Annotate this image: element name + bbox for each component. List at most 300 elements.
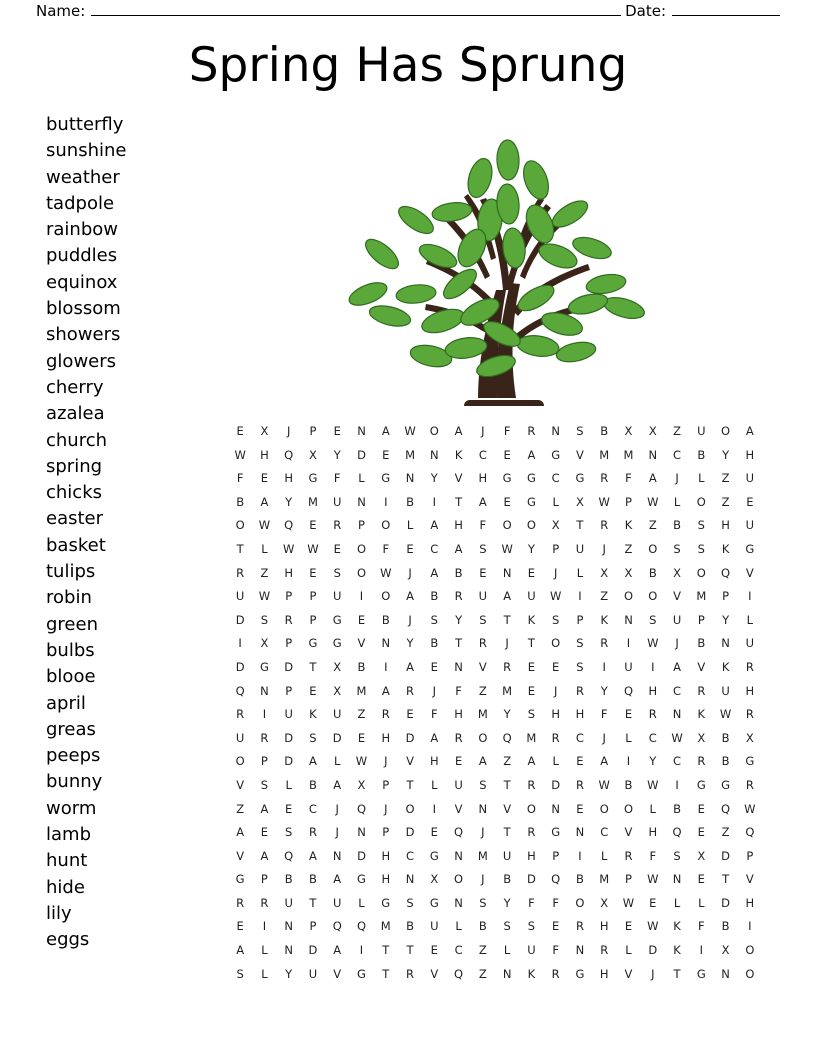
grid-cell: V <box>454 471 463 486</box>
grid-cell: I <box>384 659 388 674</box>
grid-cell: H <box>745 447 755 462</box>
grid-cell: O <box>648 589 658 604</box>
grid-cell: O <box>429 424 439 438</box>
grid-cell: V <box>673 589 681 604</box>
word-list-item: basket <box>46 534 106 556</box>
grid-cell: D <box>235 612 245 627</box>
grid-cell: P <box>309 424 317 438</box>
grid-cell: G <box>332 636 342 651</box>
grid-cell: X <box>648 424 657 438</box>
grid-cell: R <box>745 777 754 792</box>
grid-cell: E <box>527 659 536 674</box>
grid-cell: A <box>333 777 342 792</box>
grid-cell: E <box>309 518 317 533</box>
grid-cell: M <box>477 848 488 863</box>
grid-cell: Z <box>721 471 730 486</box>
grid-cell: S <box>479 541 487 556</box>
date-write-line[interactable] <box>672 5 780 16</box>
grid-cell: S <box>697 541 705 556</box>
grid-cell: U <box>745 518 755 533</box>
grid-cell: H <box>381 730 391 745</box>
grid-cell: W <box>744 801 756 816</box>
grid-cell: F <box>552 895 559 910</box>
grid-cell: J <box>286 424 291 438</box>
grid-cell: E <box>746 494 754 509</box>
grid-cell: V <box>745 872 754 887</box>
grid-cell: V <box>236 848 245 863</box>
grid-cell: G <box>357 872 366 887</box>
grid-cell: U <box>308 966 318 981</box>
grid-cell: H <box>599 919 609 934</box>
grid-cell: U <box>333 589 342 604</box>
grid-cell: R <box>600 943 609 958</box>
page-title: Spring Has Sprung <box>188 38 628 93</box>
grid-cell: M <box>623 447 634 462</box>
grid-cell: X <box>260 636 269 651</box>
grid-cell: E <box>697 801 705 816</box>
grid-cell: Z <box>503 754 512 769</box>
grid-cell: W <box>647 777 659 792</box>
grid-cell: H <box>454 707 463 722</box>
grid-cell: I <box>699 943 704 958</box>
grid-cell: E <box>697 825 705 840</box>
grid-cell: Y <box>333 447 341 462</box>
grid-cell: Z <box>260 565 269 580</box>
word-list-item: puddles <box>46 245 118 267</box>
grid-cell: R <box>575 919 584 934</box>
grid-cell: K <box>721 541 730 556</box>
header <box>36 2 780 20</box>
grid-cell: J <box>432 683 437 698</box>
grid-cell: I <box>578 589 582 604</box>
grid-cell: I <box>748 919 752 934</box>
grid-cell: W <box>501 541 513 556</box>
grid-cell: G <box>308 471 318 486</box>
grid-cell: J <box>481 872 485 887</box>
grid-cell: E <box>309 683 317 698</box>
grid-cell: S <box>406 895 414 910</box>
grid-cell: W <box>598 777 610 792</box>
grid-cell: M <box>477 707 488 722</box>
grid-cell: R <box>527 777 536 792</box>
grid-cell: E <box>527 565 536 580</box>
grid-cell: H <box>745 683 755 698</box>
grid-cell: U <box>721 683 730 698</box>
grid-cell: O <box>405 801 415 816</box>
grid-cell: X <box>697 848 706 863</box>
grid-cell: O <box>745 943 755 958</box>
grid-cell: B <box>721 730 730 745</box>
grid-cell: E <box>285 801 293 816</box>
grid-cell: O <box>526 518 536 533</box>
grid-cell: H <box>527 848 536 863</box>
grid-cell: X <box>673 565 681 580</box>
grid-cell: T <box>406 777 414 792</box>
grid-cell: F <box>552 943 559 958</box>
grid-cell: P <box>358 518 365 533</box>
grid-cell: G <box>526 494 536 509</box>
grid-cell: E <box>697 872 705 887</box>
grid-cell: I <box>432 494 437 509</box>
grid-cell: B <box>454 565 463 580</box>
grid-cell: M <box>502 683 513 698</box>
grid-cell: B <box>721 919 730 934</box>
grid-cell: I <box>432 801 437 816</box>
grid-cell: P <box>722 589 730 604</box>
grid-cell: P <box>285 636 293 651</box>
grid-cell: U <box>430 919 439 934</box>
grid-cell: C <box>454 943 463 958</box>
grid-cell: N <box>260 683 269 698</box>
grid-cell: N <box>454 895 463 910</box>
grid-cell: J <box>553 565 558 580</box>
grid-cell: E <box>357 730 366 745</box>
grid-cell: U <box>624 659 633 674</box>
grid-cell: T <box>673 966 681 981</box>
grid-cell: B <box>697 636 706 651</box>
grid-cell: X <box>624 565 633 580</box>
grid-cell: Q <box>332 919 342 934</box>
grid-cell: S <box>576 424 584 438</box>
grid-cell: R <box>333 518 342 533</box>
grid-cell: L <box>503 943 511 958</box>
grid-cell: S <box>260 612 269 627</box>
grid-cell: Q <box>672 825 682 840</box>
grid-cell: Y <box>722 612 730 627</box>
word-list-item: sunshine <box>46 140 127 162</box>
grid-cell: D <box>332 730 342 745</box>
grid-cell: J <box>553 683 558 698</box>
grid-cell: J <box>675 471 679 486</box>
grid-cell: N <box>672 872 682 887</box>
grid-cell: C <box>406 848 415 863</box>
grid-cell: E <box>479 565 487 580</box>
grid-cell: W <box>647 494 659 509</box>
grid-cell: P <box>309 612 317 627</box>
grid-cell: E <box>552 919 560 934</box>
grid-cell: K <box>673 943 681 958</box>
grid-cell: B <box>406 494 414 509</box>
grid-cell: N <box>454 848 463 863</box>
grid-cell: U <box>333 494 342 509</box>
grid-cell: C <box>673 683 682 698</box>
grid-cell: S <box>576 659 584 674</box>
date-label: Date: <box>625 2 666 20</box>
grid-cell: Z <box>721 494 730 509</box>
grid-cell: V <box>430 966 439 981</box>
grid-cell: Y <box>430 471 438 486</box>
grid-cell: B <box>309 777 317 792</box>
grid-cell: B <box>503 872 512 887</box>
grid-cell: F <box>649 848 657 863</box>
grid-cell: N <box>502 966 512 981</box>
grid-cell: L <box>261 966 268 981</box>
grid-cell: Y <box>503 707 511 722</box>
grid-cell: J <box>481 825 485 840</box>
grid-cell: S <box>479 895 487 910</box>
grid-cell: A <box>309 754 317 769</box>
grid-cell: L <box>334 754 341 769</box>
word-list-item: april <box>46 692 86 714</box>
grid-cell: D <box>284 730 294 745</box>
grid-cell: C <box>673 447 682 462</box>
word-list-item: church <box>46 429 108 451</box>
grid-cell: D <box>405 825 415 840</box>
grid-cell: N <box>284 943 293 958</box>
grid-cell: T <box>576 518 584 533</box>
grid-cell: L <box>625 730 632 745</box>
grid-cell: E <box>309 565 317 580</box>
grid-cell: F <box>698 919 705 934</box>
word-list-item: easter <box>46 508 104 530</box>
grid-cell: X <box>600 895 609 910</box>
grid-cell: E <box>527 683 536 698</box>
grid-cell: H <box>284 565 293 580</box>
grid-cell: R <box>308 825 317 840</box>
grid-cell: S <box>527 919 536 934</box>
grid-cell: H <box>551 707 560 722</box>
grid-cell: R <box>600 471 609 486</box>
grid-cell: G <box>526 471 536 486</box>
grid-cell: A <box>406 659 414 674</box>
word-list-item: chicks <box>46 482 103 504</box>
grid-cell: N <box>381 636 391 651</box>
word-search-word-list <box>46 112 196 954</box>
grid-cell: U <box>284 895 293 910</box>
grid-cell: R <box>260 730 269 745</box>
grid-cell: M <box>599 447 610 462</box>
grid-cell: A <box>745 424 754 438</box>
grid-cell: A <box>430 565 439 580</box>
grid-cell: H <box>721 518 730 533</box>
word-list-item: showers <box>46 324 121 346</box>
grid-cell: S <box>285 825 293 840</box>
grid-cell: R <box>236 565 245 580</box>
grid-cell: E <box>454 754 463 769</box>
grid-cell: B <box>430 636 439 651</box>
grid-cell: G <box>696 966 706 981</box>
grid-cell: B <box>721 754 730 769</box>
grid-cell: B <box>576 872 584 887</box>
grid-cell: Q <box>623 683 634 698</box>
word-list-item: greas <box>46 718 96 740</box>
grid-cell: O <box>235 754 245 769</box>
grid-cell: E <box>236 424 244 438</box>
grid-cell: D <box>284 754 294 769</box>
grid-cell: H <box>454 518 463 533</box>
grid-cell: G <box>721 777 731 792</box>
grid-cell: H <box>575 707 585 722</box>
grid-cell: D <box>648 943 658 958</box>
grid-cell: G <box>551 447 561 462</box>
grid-cell: F <box>600 707 608 722</box>
grid-cell: T <box>503 612 511 627</box>
grid-cell: R <box>454 589 463 604</box>
grid-cell: J <box>481 424 485 438</box>
grid-cell: R <box>260 895 269 910</box>
grid-cell: A <box>478 494 487 509</box>
grid-cell: O <box>478 730 488 745</box>
grid-cell: T <box>455 494 463 509</box>
grid-cell: F <box>528 895 535 910</box>
grid-cell: S <box>430 612 438 627</box>
grid-cell: P <box>382 825 390 840</box>
grid-cell: S <box>260 777 269 792</box>
grid-cell: C <box>478 447 487 462</box>
grid-cell: L <box>455 919 462 934</box>
grid-cell: H <box>429 754 439 769</box>
grid-cell: S <box>527 707 536 722</box>
grid-cell: I <box>578 848 582 863</box>
grid-cell: C <box>575 730 584 745</box>
grid-cell: Q <box>356 919 367 934</box>
grid-cell: A <box>333 872 342 887</box>
grid-cell: Z <box>236 801 245 816</box>
grid-cell: V <box>406 754 414 769</box>
grid-cell: W <box>404 424 416 438</box>
grid-cell: S <box>479 612 487 627</box>
word-list-item: hunt <box>46 850 88 872</box>
grid-cell: Z <box>478 943 487 958</box>
grid-cell: O <box>526 801 536 816</box>
name-write-line[interactable] <box>91 5 621 16</box>
grid-cell: L <box>406 518 414 533</box>
grid-cell: Q <box>284 848 294 863</box>
grid-cell: F <box>431 707 438 722</box>
grid-cell: Q <box>745 825 755 840</box>
grid-cell: W <box>598 494 610 509</box>
grid-cell: N <box>454 659 463 674</box>
grid-cell: W <box>307 541 319 556</box>
grid-cell: P <box>309 589 317 604</box>
grid-cell: O <box>696 565 706 580</box>
grid-cell: P <box>382 777 390 792</box>
grid-cell: V <box>503 801 512 816</box>
grid-cell: E <box>357 612 366 627</box>
grid-cell: E <box>333 424 341 438</box>
grid-cell: D <box>357 848 366 863</box>
grid-cell: N <box>405 872 415 887</box>
grid-cell: Q <box>284 518 294 533</box>
grid-cell: S <box>576 636 584 651</box>
grid-cell: X <box>551 518 560 533</box>
word-list-item: tulips <box>46 561 96 583</box>
grid-cell: D <box>405 730 415 745</box>
grid-cell: O <box>623 589 634 604</box>
grid-cell: F <box>503 424 511 438</box>
grid-cell: I <box>626 754 631 769</box>
word-list-item: eggs <box>46 929 90 951</box>
grid-cell: C <box>430 541 439 556</box>
grid-cell: V <box>454 801 463 816</box>
grid-cell: A <box>454 424 463 438</box>
grid-cell: I <box>262 707 267 722</box>
grid-cell: W <box>647 872 659 887</box>
grid-cell: V <box>357 636 366 651</box>
grid-cell: N <box>284 919 293 934</box>
grid-cell: A <box>333 943 342 958</box>
grid-cell: U <box>235 730 245 745</box>
grid-cell: C <box>648 730 657 745</box>
grid-cell: M <box>696 589 707 604</box>
grid-cell: E <box>430 825 438 840</box>
grid-cell: A <box>381 683 390 698</box>
grid-cell: Y <box>285 966 293 981</box>
grid-cell: U <box>527 943 536 958</box>
grid-cell: B <box>478 919 487 934</box>
grid-cell: Y <box>285 494 293 509</box>
word-list-item: robin <box>46 587 92 609</box>
grid-cell: M <box>380 919 391 934</box>
grid-cell: N <box>478 801 488 816</box>
grid-cell: N <box>648 447 658 462</box>
word-list-item: blooe <box>46 666 96 688</box>
grid-cell: J <box>675 636 679 651</box>
grid-cell: N <box>551 424 560 438</box>
grid-cell: O <box>356 565 367 580</box>
grid-cell: S <box>479 777 487 792</box>
word-list-item: blossom <box>46 298 121 320</box>
grid-cell: L <box>576 565 584 580</box>
grid-cell: T <box>382 943 390 958</box>
grid-cell: H <box>381 872 391 887</box>
grid-cell: T <box>503 825 511 840</box>
grid-cell: A <box>430 518 439 533</box>
grid-cell: A <box>309 848 317 863</box>
word-list-item: rainbow <box>46 219 118 241</box>
grid-cell: X <box>309 447 317 462</box>
word-list-item: green <box>46 613 98 635</box>
grid-cell: Q <box>284 447 294 462</box>
grid-cell: H <box>599 966 609 981</box>
grid-cell: P <box>285 589 293 604</box>
grid-cell: W <box>380 565 392 580</box>
grid-cell: R <box>284 612 293 627</box>
grid-cell: G <box>259 659 269 674</box>
grid-cell: A <box>430 730 439 745</box>
grid-cell: I <box>651 659 655 674</box>
grid-cell: R <box>600 518 609 533</box>
grid-cell: L <box>649 801 656 816</box>
grid-cell: X <box>576 494 584 509</box>
grid-cell: R <box>745 659 754 674</box>
grid-cell: X <box>624 424 633 438</box>
grid-cell: A <box>236 943 245 958</box>
grid-cell: G <box>235 872 245 887</box>
grid-cell: U <box>454 777 463 792</box>
grid-cell: N <box>332 848 342 863</box>
grid-cell: B <box>284 872 293 887</box>
grid-cell: R <box>575 683 584 698</box>
grid-cell: D <box>308 943 318 958</box>
grid-cell: H <box>260 447 269 462</box>
grid-cell: S <box>673 848 681 863</box>
grid-cell: G <box>745 754 755 769</box>
grid-cell: U <box>235 589 245 604</box>
letter-grid <box>228 420 762 986</box>
grid-cell: W <box>671 730 683 745</box>
grid-cell: P <box>625 494 632 509</box>
grid-cell: W <box>549 589 562 604</box>
grid-cell: B <box>673 801 681 816</box>
grid-cell: N <box>721 636 730 651</box>
grid-cell: N <box>575 943 585 958</box>
grid-cell: T <box>455 636 463 651</box>
grid-cell: E <box>260 471 269 486</box>
grid-cell: D <box>526 872 536 887</box>
grid-cell: J <box>384 801 388 816</box>
grid-cell: E <box>260 825 269 840</box>
